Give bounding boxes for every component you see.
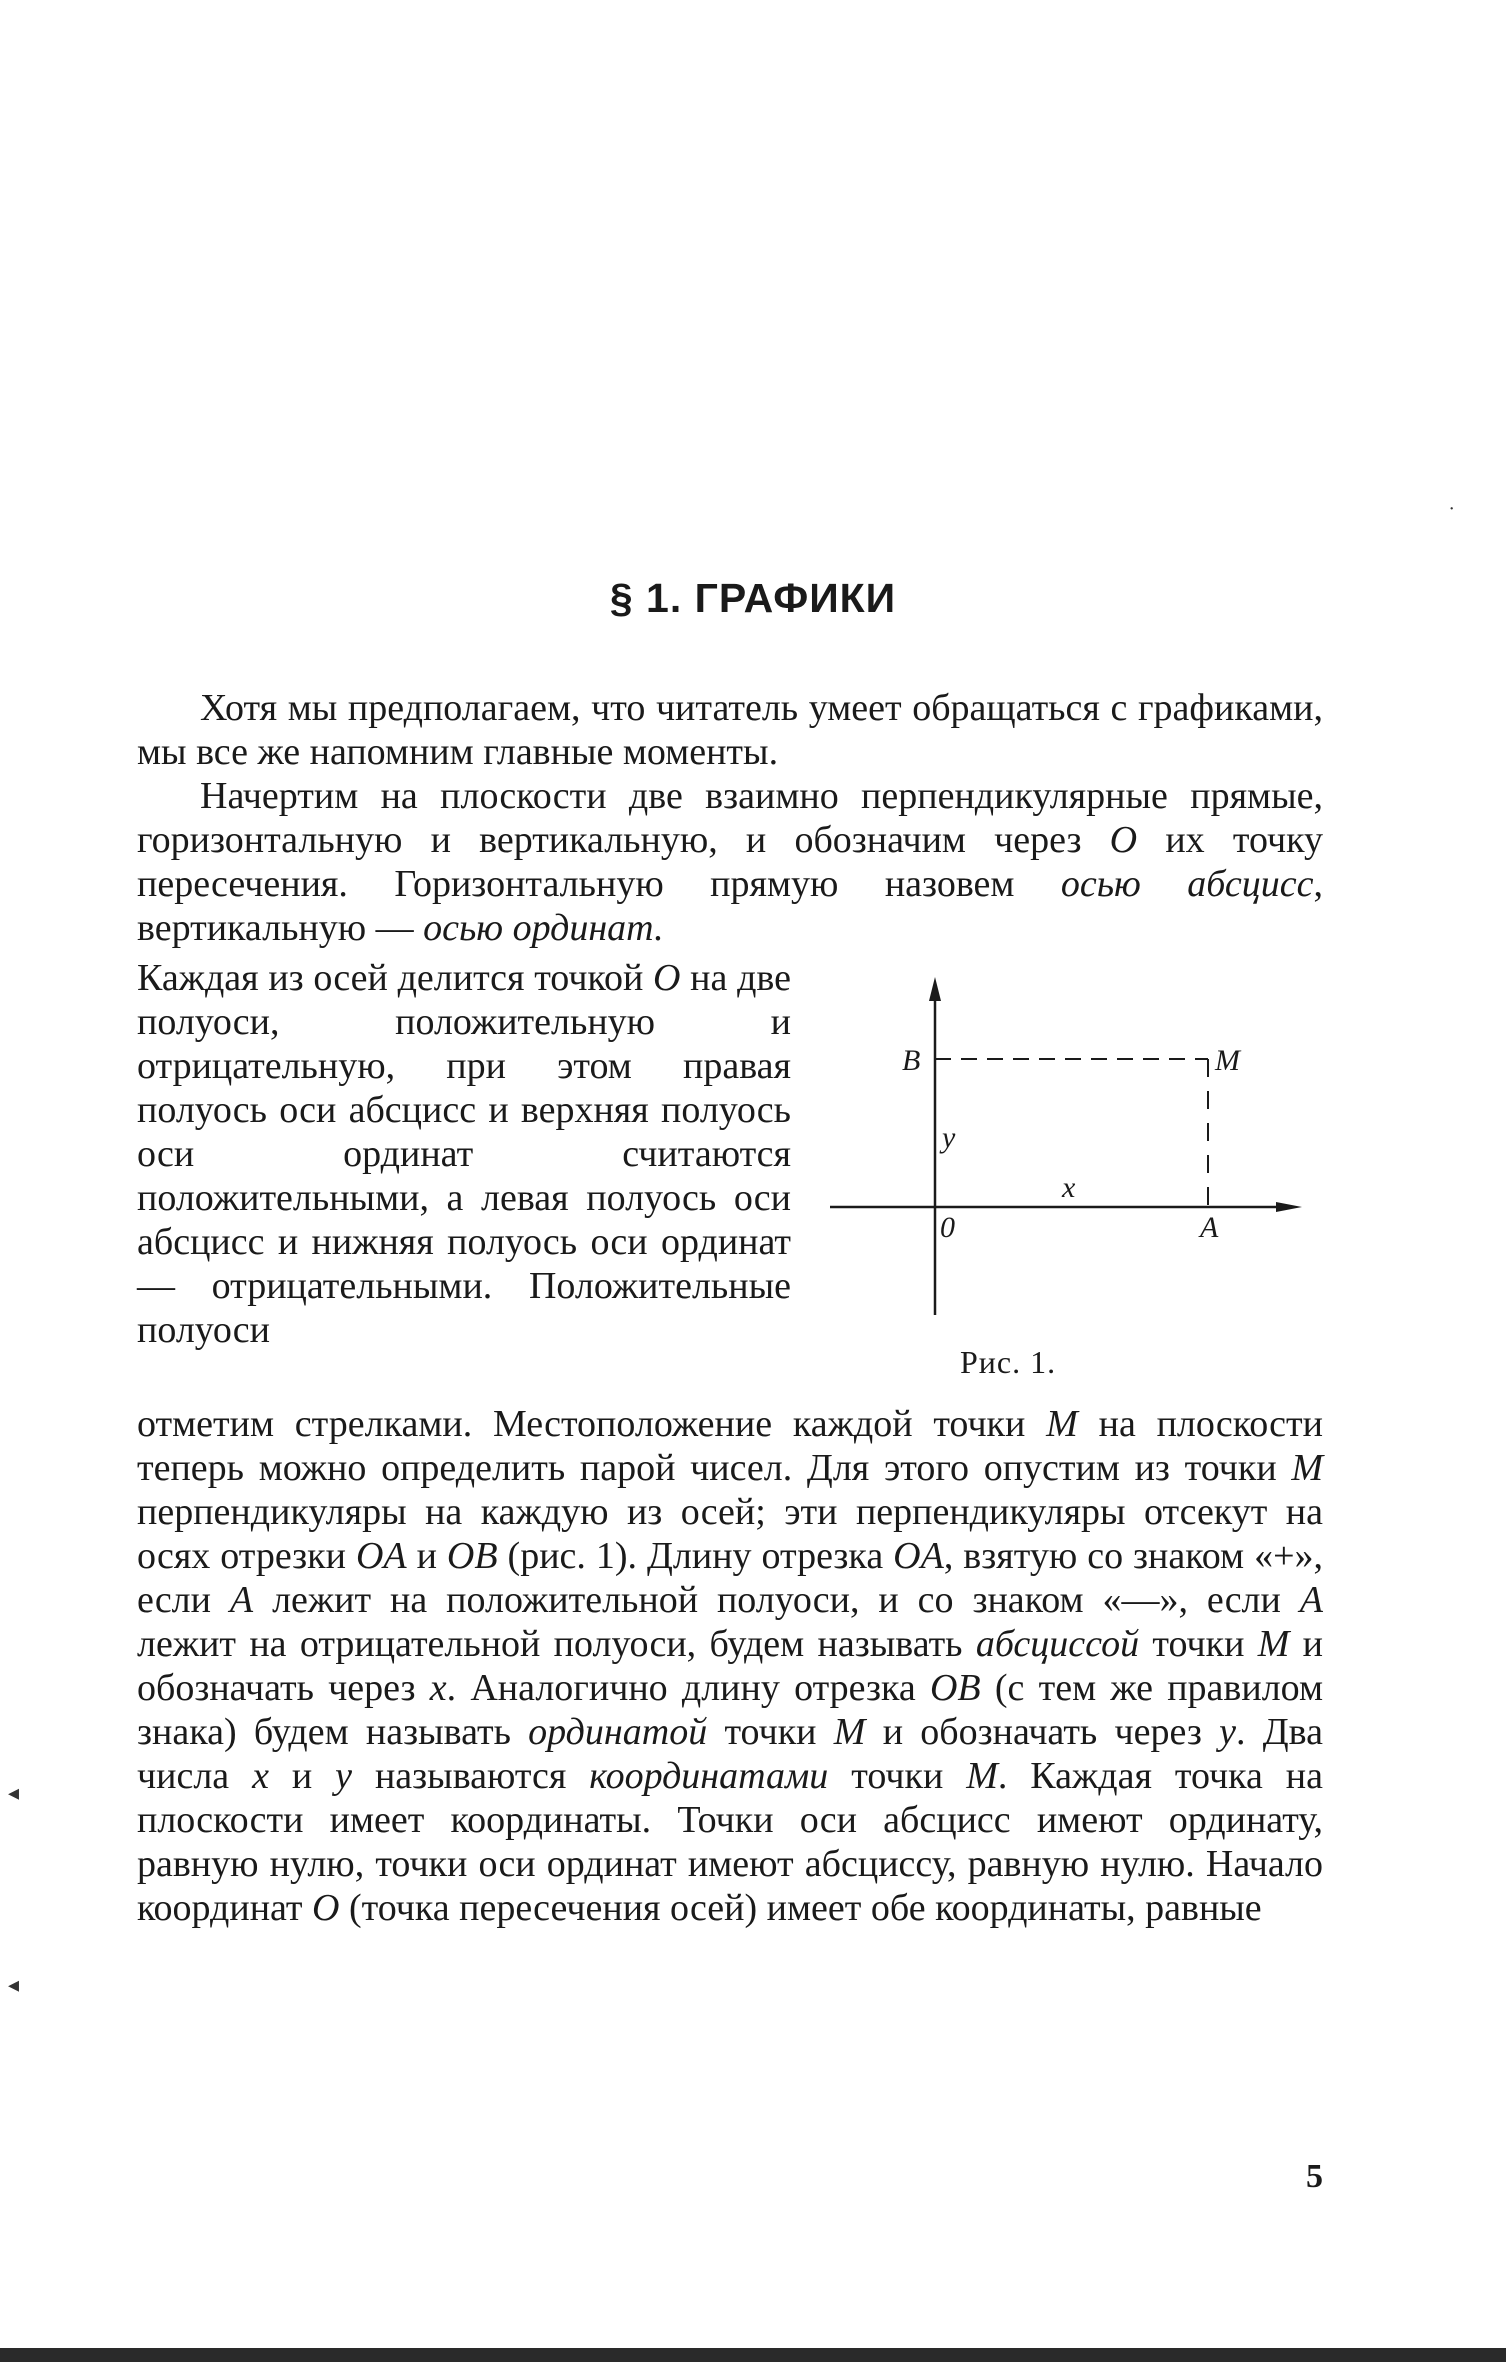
paragraph-3-start: Каждая из осей делится точкой O на две полуоси, положительную и отрицательную, при этом правая полуось оси абсцисс и верхняя полуось оси ординат считаются положительными, а левая полуось оси абсцисс и нижняя полуось оси ординат — отрицательными. Положительные полуоси xyxy=(137,957,791,1351)
term-ordinate: ординатой xyxy=(528,1711,708,1753)
x-axis-arrow-icon xyxy=(1276,1202,1302,1212)
scan-bottom-edge xyxy=(0,2348,1506,2362)
label-B: B xyxy=(902,1044,921,1077)
margin-arrow-icon: ◂ xyxy=(8,1780,20,1805)
figure-1-coordinate-plane xyxy=(820,975,1320,1395)
main-text-continued xyxy=(137,1402,1323,1930)
paragraph-2: Начертим на плоскости две взаимно перпендикулярные прямые, горизонтальную и вертикальную, и обозначим через O их точку пересечения. Горизонтальную прямую назовем осью абсцисс, вертикальную — осью ординат. xyxy=(137,775,1323,949)
label-O: 0 xyxy=(940,1211,955,1244)
coordinate-diagram xyxy=(820,975,1320,1335)
paragraph-1: Хотя мы предполагаем, что читатель умеет обращаться с графиками, мы все же напомним главные моменты. xyxy=(137,687,1323,773)
page-number: 5 xyxy=(1306,2158,1323,2195)
section-heading: § 1. ГРАФИКИ xyxy=(609,575,897,621)
wrapped-text-beside-figure xyxy=(137,956,791,1352)
term-coordinates: координатами xyxy=(589,1755,829,1797)
label-y: y xyxy=(942,1121,956,1154)
paragraph-3-continued: отметим стрелками. Местоположение каждой точки M на плоскости теперь можно определить парой чисел. Для этого опустим из точки M перпендикуляры на каждую из осей; эти перпендикуляры отсекут на осях отрезки OA и OB (рис. 1). Длину отрезка OA, взятую со знаком «+», если A лежит на положительной полуоси, и со знаком «—», если A лежит на отрицательной полуоси, будем называть абсциссой точки M и обозначать через x. Аналогично длину отрезка OB (с тем же правилом знака) будем называть ординатой точки M и обозначать через y. Два числа x и y называются координатами точки M. Каждая точка на плоскости имеет координаты. Точки оси абсцисс имеют ординату, равную нулю, точки оси ординат имеют абсциссу, равную нулю. Начало координат O (точка пересечения осей) имеет обе координаты, равные xyxy=(137,1403,1324,1929)
y-axis-arrow-icon xyxy=(929,977,941,1001)
label-A: A xyxy=(1200,1211,1219,1244)
term-ordinate-axis: осью ординат. xyxy=(423,907,664,949)
margin-arrow-icon-2: ◂ xyxy=(8,1972,20,1997)
margin-speck-icon: ˙ xyxy=(1448,502,1456,527)
term-abscissa: абсциссой xyxy=(975,1623,1140,1665)
figure-caption: Рис. 1. xyxy=(960,1344,1057,1380)
term-abscissa-axis: осью абсцисс xyxy=(1060,863,1314,905)
label-M: M xyxy=(1215,1044,1240,1077)
intro-text xyxy=(137,686,1323,950)
label-x: x xyxy=(1062,1171,1076,1204)
